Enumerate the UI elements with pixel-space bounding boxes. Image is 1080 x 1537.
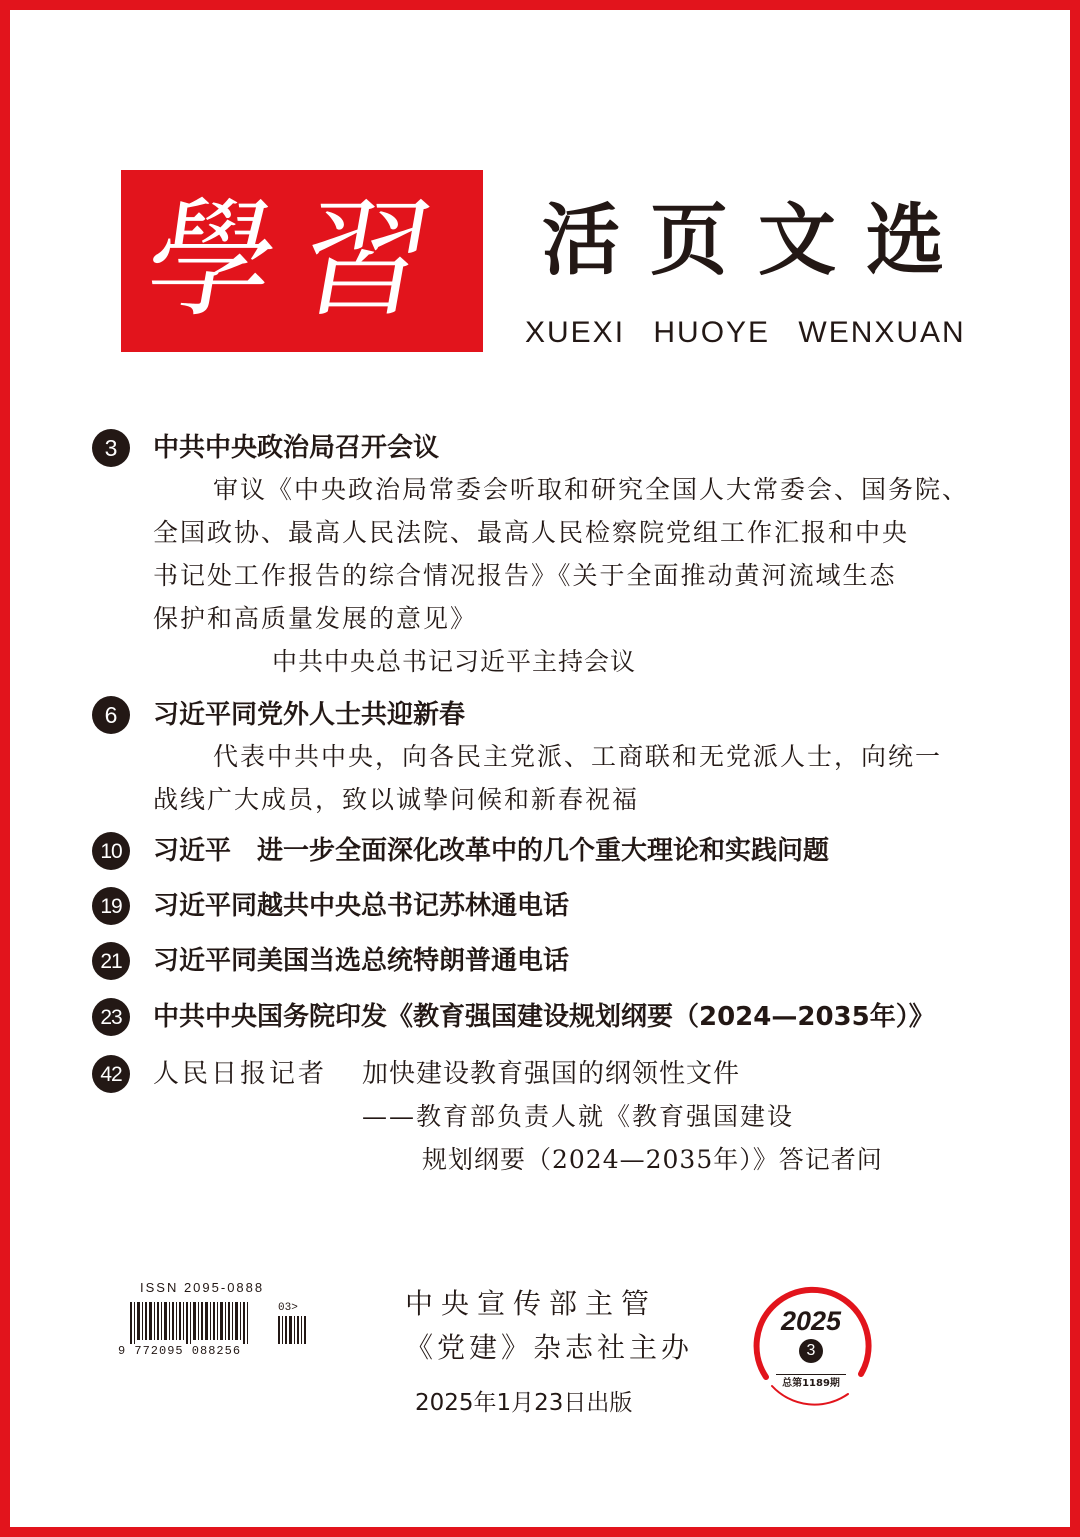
page-number-badge: 6 [92,696,130,734]
page-number-badge: 19 [92,887,130,925]
toc-entry-title[interactable]: 加快建设教育强国的纲领性文件 [362,1059,741,1089]
toc-note: 中共中央总书记习近平主持会议 [272,647,637,676]
page-number-badge: 10 [92,832,130,870]
page-number-badge: 21 [92,942,130,980]
toc-summary-line: 保护和高质量发展的意见》 [153,604,478,633]
issue-seal [746,1282,876,1412]
publisher-sponsor: 《党建》杂志社主办 [405,1331,694,1364]
page-number-badge: 42 [92,1055,130,1093]
toc-entry-title[interactable]: 习近平同美国当选总统特朗普通电话 [153,946,570,976]
issn-barcode [118,1280,318,1360]
barcode-digits: 9 772095 088256 [118,1344,242,1358]
toc-summary-line: 代表中共中央，向各民主党派、工商联和无党派人士，向统一 [213,742,943,771]
toc-summary-line: 审议《中央政治局常委会听取和研究全国人大常委会、国务院、 [213,475,970,504]
masthead-title-pinyin: XUEXI HUOYE WENXUAN [525,316,966,349]
barcode-addon: 03> [278,1302,298,1314]
masthead-title: 活页文选 [542,195,975,286]
issue-year: 2025 [780,1306,842,1336]
publisher-supervisor: 中央宣传部主管 [405,1287,658,1320]
toc-summary-line: 全国政协、最高人民法院、最高人民检察院党组工作汇报和中央 [153,518,910,547]
toc-subtitle-line: ——教育部负责人就《教育强国建设 [362,1102,795,1131]
page-number-badge: 3 [92,429,130,467]
logo-calligraphy: 學習 [134,186,470,335]
toc-entry-author: 人民日报记者 [153,1059,328,1089]
toc-entry-title[interactable]: 中共中央国务院印发《教育强国建设规划纲要（2024—2035年）》 [153,1002,935,1032]
toc-summary-line: 书记处工作报告的综合情况报告》《关于全面推动黄河流域生态 [153,561,897,590]
seal-divider [776,1374,846,1375]
issn-label: ISSN 2095-0888 [140,1280,265,1295]
toc-entry-title[interactable]: 习近平同越共中央总书记苏林通电话 [153,891,570,921]
toc-entry-title[interactable]: 中共中央政治局召开会议 [153,433,440,463]
toc-entry-title[interactable]: 习近平 进一步全面深化改革中的几个重大理论和实践问题 [153,836,830,866]
toc-subtitle-line: 规划纲要（2024—2035年）》答记者问 [422,1145,883,1174]
page-number-badge: 23 [92,998,130,1036]
toc-summary-line: 战线广大成员，致以诚挚问候和新春祝福 [153,785,640,814]
issue-number: 3 [799,1339,823,1363]
issue-total: 总第1189期 [782,1378,840,1389]
publication-date: 2025年1月23日出版 [415,1390,633,1416]
toc-entry-title[interactable]: 习近平同党外人士共迎新春 [153,700,466,730]
